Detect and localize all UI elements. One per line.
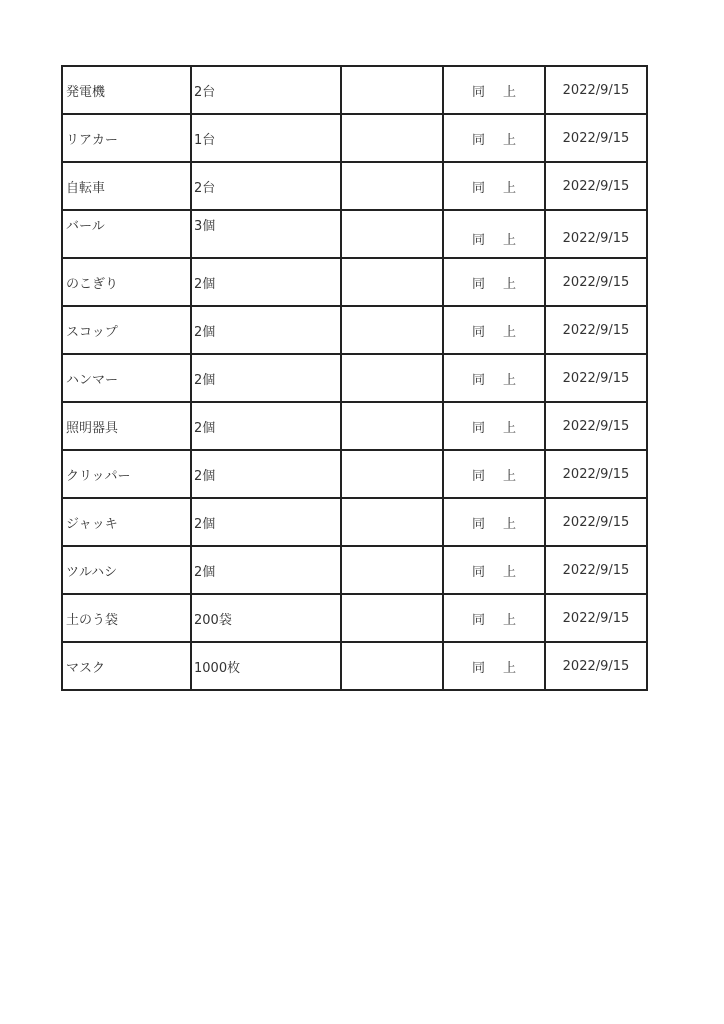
quantity-cell: 3個 <box>191 210 341 258</box>
table-row <box>62 642 647 690</box>
note-cell <box>443 498 545 546</box>
note-cell <box>443 354 545 402</box>
blank-cell <box>341 546 443 594</box>
blank-cell <box>341 210 443 258</box>
quantity-cell: 2個 <box>191 258 341 306</box>
quantity-cell: 2個 <box>191 306 341 354</box>
note-ditto-first: 同 <box>471 468 485 484</box>
note-ditto-second: 上 <box>503 324 517 340</box>
table-row <box>62 354 647 402</box>
quantity-cell: 1台 <box>191 114 341 162</box>
item-name-cell: リアカー <box>62 114 191 162</box>
note-ditto-second: 上 <box>503 232 517 248</box>
note-ditto-second: 上 <box>503 276 517 292</box>
note-ditto-first: 同 <box>471 324 485 340</box>
item-name-cell: 自転車 <box>62 162 191 210</box>
item-name-cell: 照明器具 <box>62 402 191 450</box>
quantity-cell: 2個 <box>191 354 341 402</box>
date-cell: 2022/9/15 <box>545 594 647 642</box>
note-cell <box>443 450 545 498</box>
note-cell <box>443 594 545 642</box>
blank-cell <box>341 450 443 498</box>
item-name-cell: バール <box>62 210 191 258</box>
note-ditto-first: 同 <box>471 420 485 436</box>
note-cell <box>443 162 545 210</box>
table-row <box>62 306 647 354</box>
note-ditto-first: 同 <box>471 180 485 196</box>
blank-cell <box>341 162 443 210</box>
date-cell: 2022/9/15 <box>545 306 647 354</box>
blank-cell <box>341 594 443 642</box>
note-ditto-first: 同 <box>471 564 485 580</box>
table-row <box>62 66 647 114</box>
quantity-cell: 200袋 <box>191 594 341 642</box>
note-ditto-first: 同 <box>471 132 485 148</box>
quantity-cell: 2台 <box>191 66 341 114</box>
note-cell <box>443 258 545 306</box>
note-cell <box>443 210 545 258</box>
note-ditto-second: 上 <box>503 564 517 580</box>
note-ditto-first: 同 <box>471 612 485 628</box>
note-ditto-first: 同 <box>471 84 485 100</box>
note-ditto-first: 同 <box>471 372 485 388</box>
blank-cell <box>341 354 443 402</box>
blank-cell <box>341 306 443 354</box>
item-name-cell: 土のう袋 <box>62 594 191 642</box>
item-name-cell: ハンマー <box>62 354 191 402</box>
note-cell <box>443 66 545 114</box>
item-name-cell: クリッパー <box>62 450 191 498</box>
quantity-cell: 1000枚 <box>191 642 341 690</box>
note-cell <box>443 306 545 354</box>
item-name-cell: ツルハシ <box>62 546 191 594</box>
note-ditto-second: 上 <box>503 468 517 484</box>
note-ditto-second: 上 <box>503 420 517 436</box>
date-cell: 2022/9/15 <box>545 450 647 498</box>
note-ditto-second: 上 <box>503 84 517 100</box>
note-ditto-second: 上 <box>503 180 517 196</box>
table-row <box>62 402 647 450</box>
date-cell: 2022/9/15 <box>545 354 647 402</box>
blank-cell <box>341 498 443 546</box>
item-name-cell: 発電機 <box>62 66 191 114</box>
note-cell <box>443 114 545 162</box>
table-row <box>62 594 647 642</box>
table-row <box>62 162 647 210</box>
date-cell: 2022/9/15 <box>545 258 647 306</box>
item-name-cell: スコップ <box>62 306 191 354</box>
note-ditto-second: 上 <box>503 660 517 676</box>
date-cell: 2022/9/15 <box>545 498 647 546</box>
table-row <box>62 258 647 306</box>
date-cell: 2022/9/15 <box>545 642 647 690</box>
note-cell <box>443 546 545 594</box>
date-cell: 2022/9/15 <box>545 402 647 450</box>
note-ditto-first: 同 <box>471 660 485 676</box>
table-row <box>62 210 647 258</box>
note-ditto-second: 上 <box>503 516 517 532</box>
item-name-cell: のこぎり <box>62 258 191 306</box>
note-ditto-second: 上 <box>503 132 517 148</box>
note-ditto-first: 同 <box>471 232 485 248</box>
inventory-table <box>61 65 648 691</box>
blank-cell <box>341 114 443 162</box>
blank-cell <box>341 258 443 306</box>
date-cell: 2022/9/15 <box>545 546 647 594</box>
note-cell <box>443 642 545 690</box>
table-row <box>62 114 647 162</box>
table-row <box>62 498 647 546</box>
note-ditto-first: 同 <box>471 516 485 532</box>
blank-cell <box>341 402 443 450</box>
quantity-cell: 2個 <box>191 498 341 546</box>
table-row <box>62 546 647 594</box>
quantity-cell: 2台 <box>191 162 341 210</box>
blank-cell <box>341 66 443 114</box>
note-ditto-second: 上 <box>503 372 517 388</box>
quantity-cell: 2個 <box>191 450 341 498</box>
blank-cell <box>341 642 443 690</box>
date-cell: 2022/9/15 <box>545 114 647 162</box>
item-name-cell: マスク <box>62 642 191 690</box>
quantity-cell: 2個 <box>191 546 341 594</box>
note-ditto-second: 上 <box>503 612 517 628</box>
quantity-cell: 2個 <box>191 402 341 450</box>
date-cell: 2022/9/15 <box>545 66 647 114</box>
item-name-cell: ジャッキ <box>62 498 191 546</box>
date-cell: 2022/9/15 <box>545 210 647 258</box>
date-cell: 2022/9/15 <box>545 162 647 210</box>
note-cell <box>443 402 545 450</box>
table-row <box>62 450 647 498</box>
note-ditto-first: 同 <box>471 276 485 292</box>
